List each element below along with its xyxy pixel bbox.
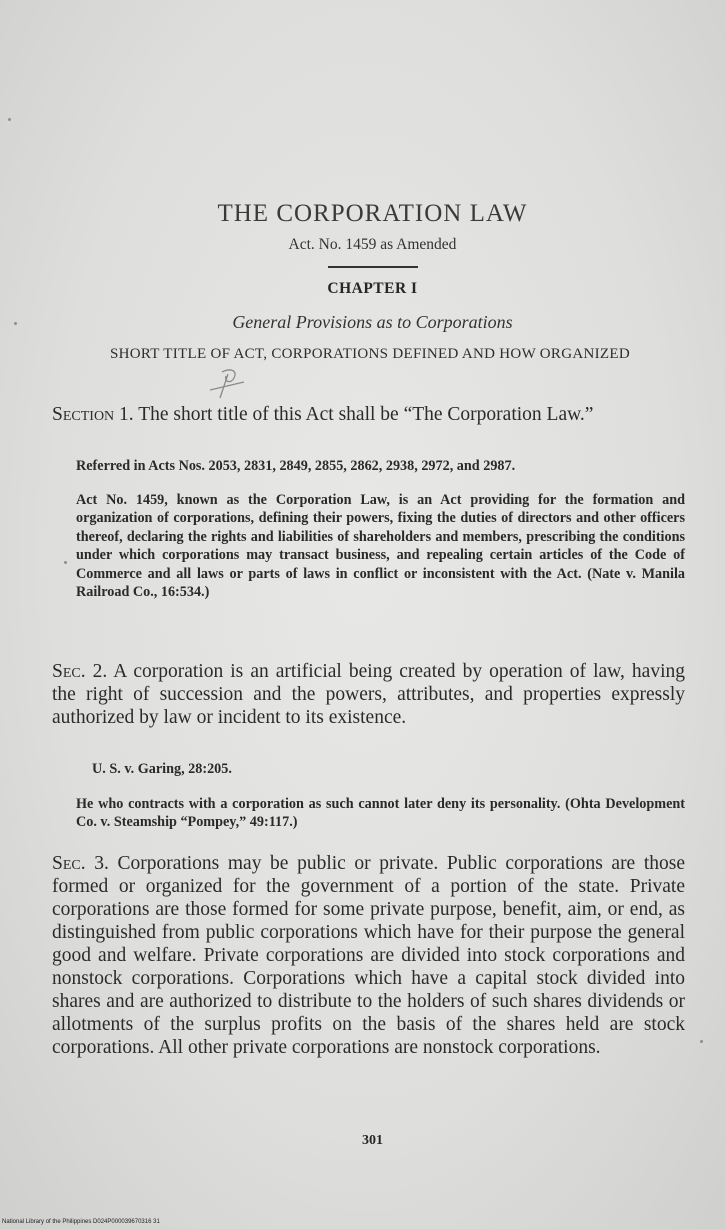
section-2-citation: U. S. v. Garing, 28:205. — [92, 761, 232, 777]
section-3-paragraph — [52, 852, 685, 1059]
handwritten-mark — [200, 364, 260, 404]
section-1-note-act: Act No. 1459, known as the Corporation Law, is an Act providing for the formation and organization of corporations, defining their powers, fixing the duties of directors and other officers thereof, declaring the rights and liabilities of shareholders and members, prescribing the conditions under which corporations may transact business, and repealing certain articles of the Code of Commerce and all laws or parts of laws in conflict or inconsistent with the Act. (Nate v. Manila Railroad Co., 16:534.) — [76, 492, 685, 601]
scan-speck — [14, 322, 17, 325]
section-1-note-refs: Referred in Acts Nos. 2053, 2831, 2849, 2855, 2862, 2938, 2972, and 2987. — [76, 458, 516, 474]
title-rule — [328, 266, 418, 268]
section-group-heading: SHORT TITLE OF ACT, CORPORATIONS DEFINED AND HOW ORGANIZED — [110, 346, 630, 362]
scan-speck — [64, 561, 67, 564]
act-subtitle: Act. No. 1459 as Amended — [288, 236, 457, 253]
page-number: 301 — [362, 1133, 383, 1148]
section-3-label: Sec. 3. — [52, 853, 109, 874]
section-1-paragraph — [52, 403, 685, 426]
chapter-heading: CHAPTER I — [327, 280, 418, 297]
scan-speck — [700, 1040, 703, 1043]
scan-footer: National Library of the Philippines D024P000039670316 31 — [2, 1219, 160, 1225]
chapter-subtitle: General Provisions as to Corporations — [232, 312, 513, 332]
section-2-text: A corporation is an artificial being created by operation of law, having the right of succession and the powers, attributes, and properties expressly authorized by law or incident to its existence. — [52, 661, 685, 728]
section-2-note: He who contracts with a corporation as such cannot later deny its personality. (Ohta Development Co. v. Steamship “Pompey,” 49:117.) — [76, 796, 685, 831]
section-2-paragraph — [52, 660, 685, 729]
section-1-text: The short title of this Act shall be “The Corporation Law.” — [138, 404, 594, 425]
section-3-text: Corporations may be public or private. Public corporations are those formed or organized for the government of a portion of the state. Private corporations are those formed for some private purpose, benefit, aim, or end, as distinguished from public corporations which have for their purpose the general good and welfare. Private corporations are divided into stock corporations and nonstock corporations. Corporations which have a capital stock divided into shares and are authorized to distribute to the holders of such shares dividends or allotments of the surplus profits on the basis of the shares held are stock corporations. All other private corporations are nonstock corporations. — [52, 853, 685, 1058]
document-title: THE CORPORATION LAW — [217, 200, 528, 227]
section-2-label: Sec. 2. — [52, 661, 108, 682]
section-1-label: Section 1. — [52, 404, 134, 425]
scan-speck — [8, 118, 11, 121]
